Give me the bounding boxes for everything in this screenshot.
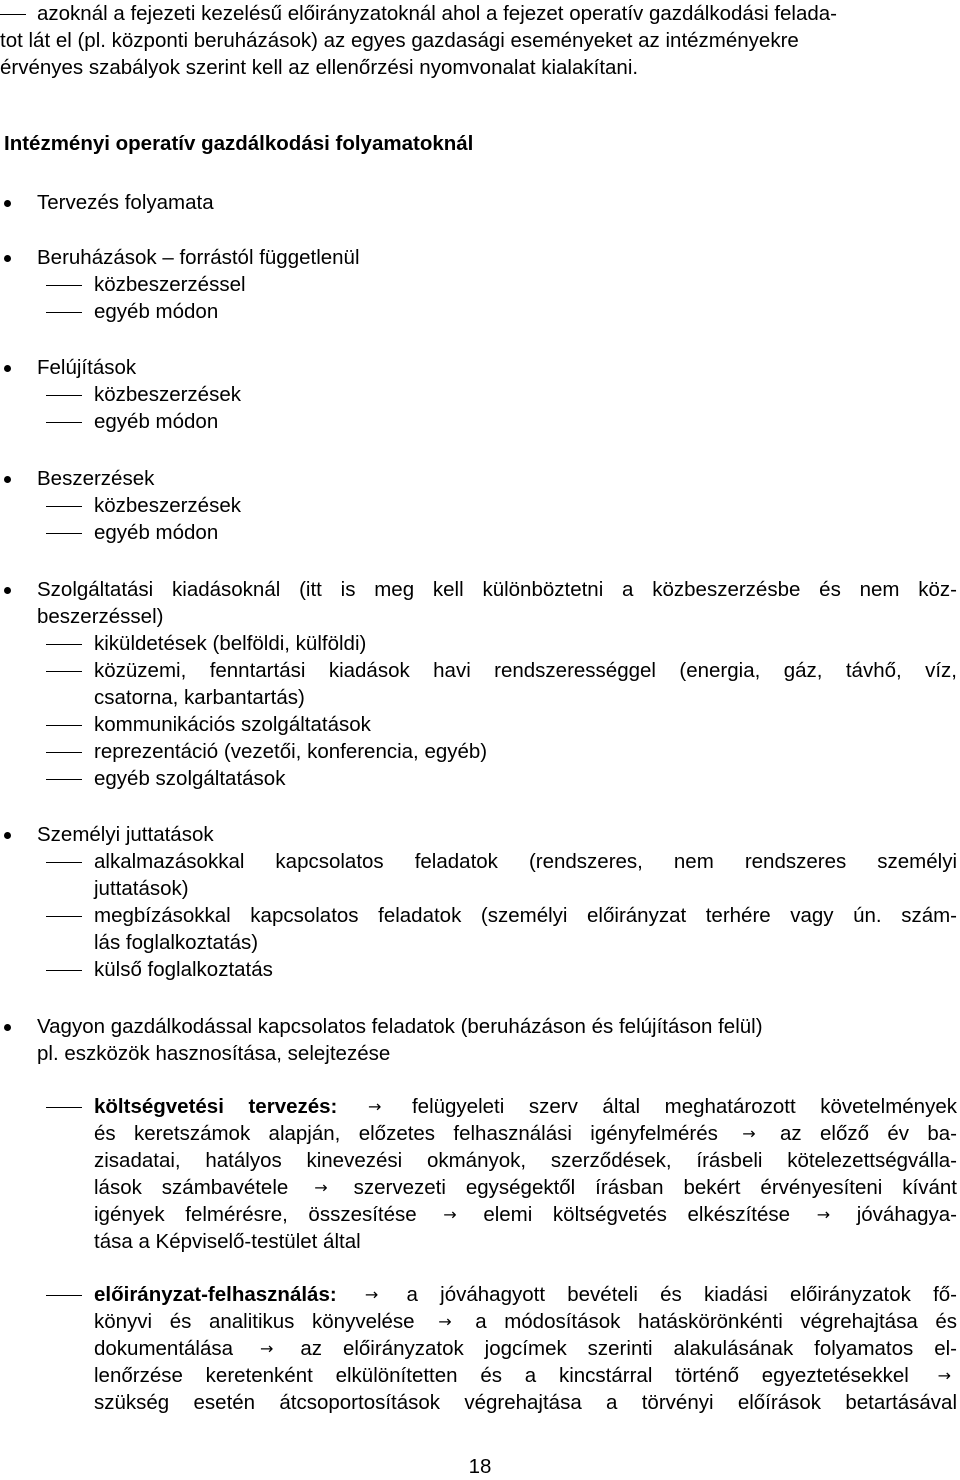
dash-bullet xyxy=(46,506,82,507)
eloiranyzat-line-3 xyxy=(94,1335,957,1362)
eloiranyzat-line-4 xyxy=(94,1362,957,1389)
sub-item: külső foglalkoztatás xyxy=(94,958,273,981)
sub-item: egyéb módon xyxy=(94,410,219,433)
dash-bullet xyxy=(46,1295,82,1296)
text: igények felmérésre, összesítése xyxy=(94,1203,417,1226)
bullet-dot xyxy=(4,255,11,262)
bullet-dot xyxy=(4,1024,11,1031)
dash-bullet xyxy=(46,752,82,753)
list-item-szolgaltatas: Szolgáltatási kiadásoknál (itt is meg kell különböztetni a közbeszerzésbe és nem köz- xyxy=(37,578,957,601)
text: a jóváhagyott bevételi és kiadási előirányzatok fő- xyxy=(406,1283,957,1306)
koltsegvetes-line-4 xyxy=(94,1174,957,1201)
koltsegvetes-label: költségvetési tervezés: xyxy=(94,1095,338,1118)
bullet-dot xyxy=(4,365,11,372)
bullet-dot xyxy=(4,832,11,839)
dash-bullet xyxy=(46,862,82,863)
arrow-icon: → xyxy=(367,1097,382,1116)
dash-bullet xyxy=(46,725,82,726)
dash-bullet xyxy=(46,779,82,780)
dash-bullet xyxy=(46,533,82,534)
dash-bullet xyxy=(46,916,82,917)
sub-item: alkalmazásokkal kapcsolatos feladatok (rendszeres, nem rendszeres személyi xyxy=(94,850,957,873)
arrow-icon: → xyxy=(438,1312,452,1331)
sub-item: kommunikációs szolgáltatások xyxy=(94,713,371,736)
list-item-beruhazasok: Beruházások – forrástól függetlenül xyxy=(37,246,360,269)
intro-line-2: tot lát el (pl. központi beruházások) az egyes gazdasági eseményeket az intézményekre xyxy=(0,29,799,52)
arrow-icon: → xyxy=(314,1178,328,1197)
sub-item-cont: csatorna, karbantartás) xyxy=(94,686,305,709)
list-item-vagyon: Vagyon gazdálkodással kapcsolatos feladatok (beruházáson és felújításon felül) xyxy=(37,1015,763,1038)
list-item-beszerzesek: Beszerzések xyxy=(37,467,155,490)
arrow-icon: → xyxy=(816,1205,831,1224)
bullet-dot xyxy=(4,587,11,594)
sub-item: közbeszerzések xyxy=(94,383,241,406)
list-item-szolgaltatas-cont: beszerzéssel) xyxy=(37,605,164,628)
arrow-icon: → xyxy=(937,1366,951,1385)
list-item-vagyon-cont: pl. eszközök hasznosítása, selejtezése xyxy=(37,1042,391,1065)
list-item-szemelyi: Személyi juttatások xyxy=(37,823,214,846)
dash-bullet xyxy=(46,285,82,286)
dash-bullet xyxy=(46,312,82,313)
text: az előirányzatok jogcímek szerinti alakulásának folyamatos el- xyxy=(300,1337,957,1360)
bullet-dot xyxy=(4,200,11,207)
sub-item: közüzemi, fenntartási kiadások havi rendszerességgel (energia, gáz, távhő, víz, xyxy=(94,659,957,682)
sub-item-cont: juttatások) xyxy=(94,877,189,900)
dash-bullet xyxy=(46,395,82,396)
eloiranyzat-line-1 xyxy=(94,1281,957,1308)
sub-item: egyéb módon xyxy=(94,521,219,544)
text: szervezeti egységektől írásban bekért érvényesíteni kívánt xyxy=(353,1176,957,1199)
intro-line-1: azoknál a fejezeti kezelésű előirányzatoknál ahol a fejezet operatív gazdálkodási felada- xyxy=(37,2,838,25)
text: könyvi és analitikus könyvelése xyxy=(94,1310,415,1333)
text: lások számbavétele xyxy=(94,1176,289,1199)
text: lenőrzése keretenként elkülönítetten és a kincstárral történő egyeztetésekkel xyxy=(94,1364,909,1387)
text: dokumentálása xyxy=(94,1337,234,1360)
arrow-icon: → xyxy=(742,1124,756,1143)
sub-item: közbeszerzéssel xyxy=(94,273,246,296)
sub-item: egyéb módon xyxy=(94,300,219,323)
text: felügyeleti szerv által meghatározott követelmények xyxy=(411,1095,957,1118)
list-item-tervezes: Tervezés folyamata xyxy=(37,191,214,214)
sub-item: kiküldetések (belföldi, külföldi) xyxy=(94,632,367,655)
koltsegvetes-line-1 xyxy=(94,1093,957,1120)
section-heading: Intézményi operatív gazdálkodási folyamatoknál xyxy=(4,132,474,155)
arrow-icon: → xyxy=(260,1339,274,1358)
text: a módosítások hatáskörönkénti végrehajtása és xyxy=(475,1310,957,1333)
page-number: 18 xyxy=(468,1455,492,1478)
text: jóváhagya- xyxy=(856,1203,958,1226)
arrow-icon: → xyxy=(443,1205,457,1224)
dash-bullet xyxy=(46,671,82,672)
dash-bullet xyxy=(0,14,26,15)
sub-item: reprezentáció (vezetői, konferencia, egyéb) xyxy=(94,740,488,763)
bullet-dot xyxy=(4,476,11,483)
dash-bullet xyxy=(46,422,82,423)
eloiranyzat-line-5: szükség esetén átcsoportosítások végrehajtása a törvényi előírások betartásával xyxy=(94,1391,957,1414)
eloiranyzat-line-2 xyxy=(94,1308,957,1335)
sub-item: közbeszerzések xyxy=(94,494,241,517)
koltsegvetes-line-2 xyxy=(94,1120,957,1147)
koltsegvetes-line-5 xyxy=(94,1201,957,1228)
sub-item: egyéb szolgáltatások xyxy=(94,767,286,790)
sub-item: megbízásokkal kapcsolatos feladatok (személyi előirányzat terhére vagy ún. szám- xyxy=(94,904,957,927)
dash-bullet xyxy=(46,970,82,971)
text: az előző év ba- xyxy=(780,1122,957,1145)
arrow-icon: → xyxy=(364,1285,379,1304)
eloiranyzat-label: előirányzat-felhasználás: xyxy=(94,1283,337,1306)
dash-bullet xyxy=(46,644,82,645)
koltsegvetes-line-3: zisadatai, hatályos kinevezési okmányok, szerződések, írásbeli kötelezettségválla- xyxy=(94,1149,957,1172)
text: elemi költségvetés elkészítése xyxy=(483,1203,791,1226)
list-item-felujitasok: Felújítások xyxy=(37,356,137,379)
sub-item-cont: lás foglalkoztatás) xyxy=(94,931,259,954)
koltsegvetes-line-6: tása a Képviselő-testület által xyxy=(94,1230,361,1253)
text: és keretszámok alapján, előzetes felhasználási igényfelmérés xyxy=(94,1122,718,1145)
intro-line-3: érvényes szabályok szerint kell az ellenőrzési nyomvonalat kialakítani. xyxy=(0,56,639,79)
dash-bullet xyxy=(46,1107,82,1108)
